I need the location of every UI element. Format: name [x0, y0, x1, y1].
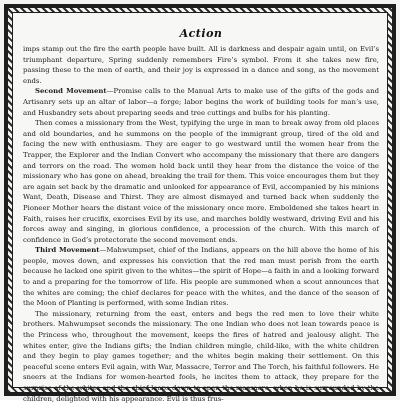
- paragraph: [23, 245, 379, 309]
- paragraph-text: —Mahwumpset, chief of the Indians, appears on the hill above the home of his people, moves down, and expresses his conviction that the red man must perish from the earth because he lacked one spirit given to the whites—the spirit of Hope—a faith in and a looking forward to and a preparing for the tomorrow of life. His people are summoned when a scout announces that the whites are coming; the chief declares for peace with the whites, and the dance of the season of the Moon of Planting is performed, with some Indian rites.: [23, 246, 379, 308]
- paragraph-text: —Promise calls to the Manual Arts to make use of the gifts of the gods and Artisanry sets up an altar of labor—a forge; labor begins the work of building tools for man’s use, and Husbandry sets about preparing seeds and tree cuttings and bulbs for his planting.: [23, 87, 380, 117]
- paragraph: [23, 86, 379, 118]
- paragraph-text: imps stamp out the fire the earth people have built. All is darkness and despair again until, on Evil’s triumphant departure, Spring suddenly remembers Fire’s symbol. From it she takes new fire, passing these to the men of earth, and their joy is expressed in a dance and song, as the movement ends.: [23, 45, 379, 85]
- paragraph: [23, 44, 379, 86]
- paragraph-text: Then comes a missionary from the West, typifying the urge in man to break away from old places and old boundaries, and he summons on the people of the immigrant group, tired of the old and facing the new with enthusiasm. They are eager to go westward until the women hear from the Trapper, the Explorer and the Indian Convert who accompany the missionary that there are dangers and terrors on the road. The women hold back until they hear from the distance the voice of the missionary who has gone on ahead, breaking the trail for them. This voice encourages them but they are again set back by the dramatic and unlooked for appearance of Evil, accompanied by his minions Want, Death, Disease and Thirst. They are almost dismayed and turned back when suddenly the Pioneer Mother hears the distant voice of the missionary once more. Emboldened she takes heart in Faith, raises her crucifix, exorcises Evil by its use, and marches boldly westward, driving Evil and his forces away and singing, in glorious confidence, a procession of the church. With this march of confidence in God’s protectorate the second movement ends.: [23, 119, 379, 244]
- section-title: Action: [179, 27, 223, 40]
- body-text: [23, 44, 380, 403]
- movement-heading: Second Movement: [35, 87, 107, 96]
- paragraph: [23, 118, 379, 245]
- paragraph: [23, 309, 379, 404]
- text-panel: [12, 12, 388, 403]
- paragraph-text: The missionary, returning from the east, enters and begs the red men to love their white brothers. Mahwumpset seconds the missionary. The one Indian who does not lean towards peace is the Princess who, throughout the movement, keeps the fires of hatred and jealousy alight. The whites enter, give the Indians gifts; the Indian children mingle, child-like, with the white children and they begin to play games together; and the whites begin making their settlement. On this peaceful scene enters Evil again, with War, Massacre, Terror and The Torch, his faithful followers. He sneers at the Indians for women-hearted fools, he incites them to attack, they prepare for the surprise of the whites and the chief leaps down to open the massacre, when he is surrounded by the children, delighted with his appearance. Evil is thus frus-: [23, 309, 379, 403]
- movement-heading: Third Movement: [35, 246, 100, 255]
